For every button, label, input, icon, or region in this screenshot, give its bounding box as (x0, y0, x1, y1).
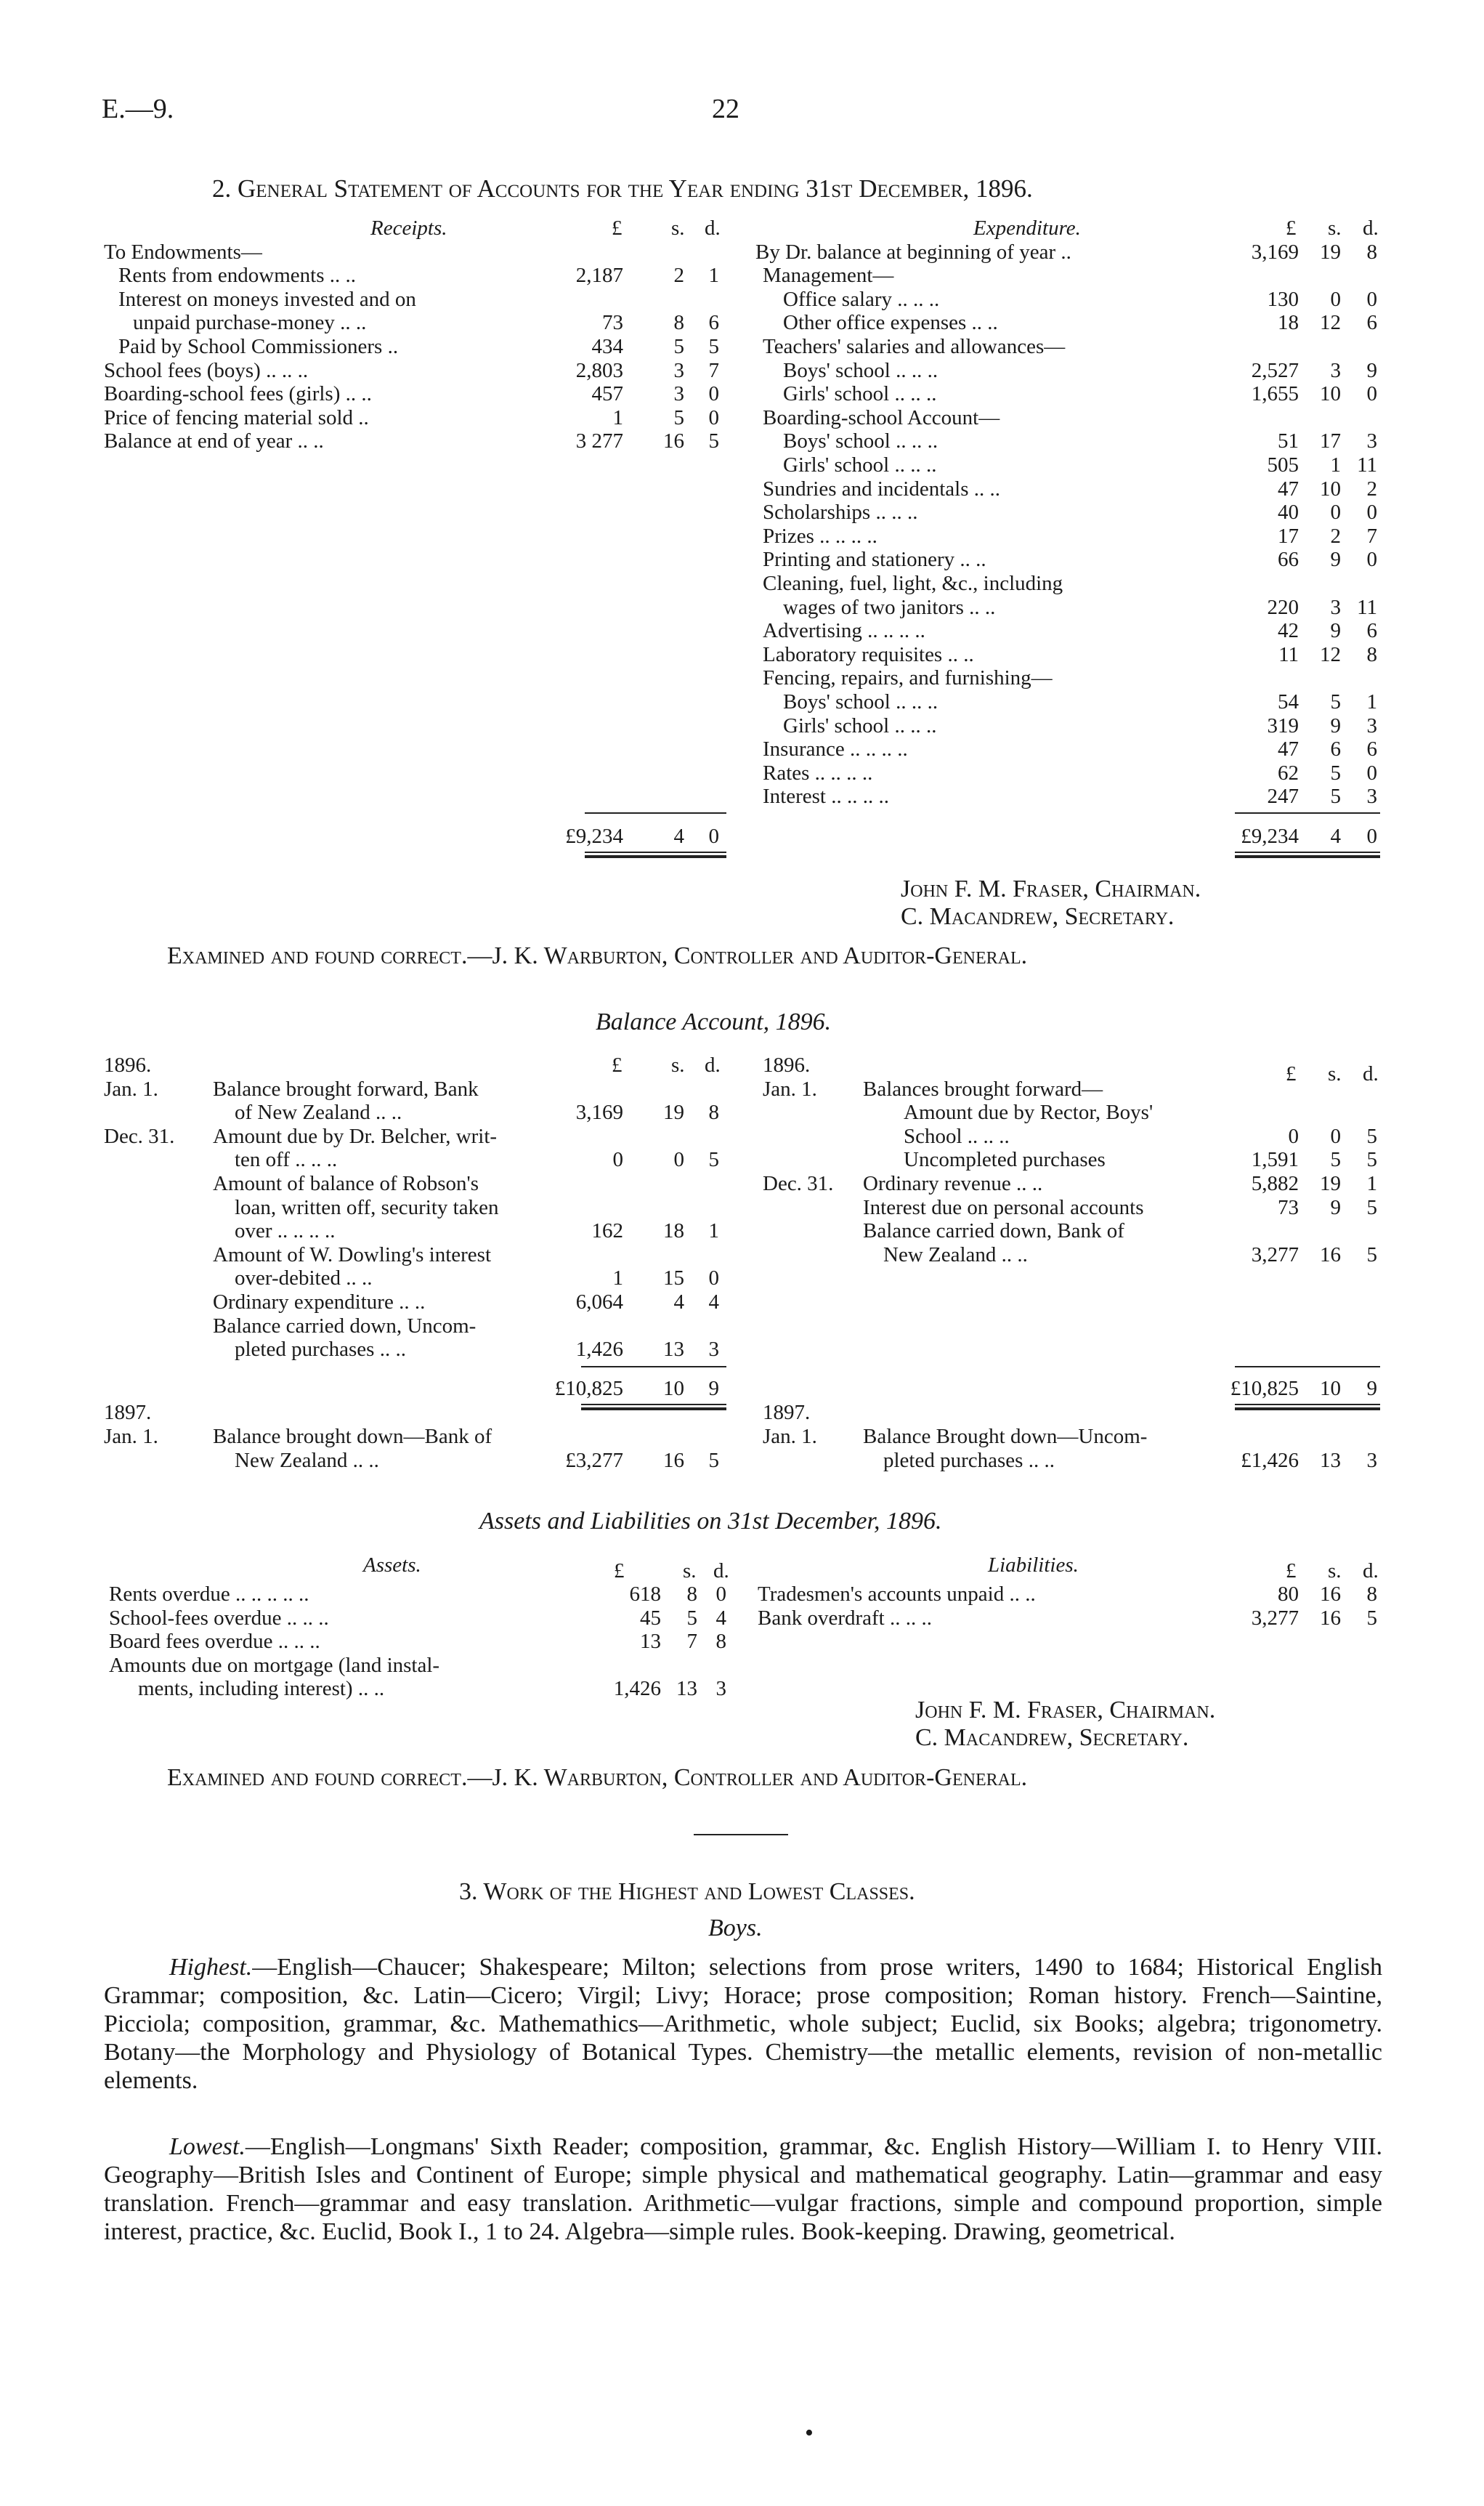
expenditure-row-label: Boys' school .. .. .. (783, 429, 938, 453)
receipts-row-pounds: 434 (591, 335, 623, 358)
expenditure-row-shillings: 9 (1330, 548, 1341, 572)
expenditure-row-pence: 0 (1366, 382, 1377, 406)
expenditure-row-pence: 8 (1366, 240, 1377, 264)
balance-left-label: Balance brought forward, Bank (213, 1077, 479, 1101)
balance-right-row-shillings: 0 (1330, 1124, 1341, 1148)
balance-left-row-pounds: 6,064 (575, 1290, 623, 1314)
assets-row-shillings: 7 (686, 1630, 697, 1654)
liabilities-col-shillings: s. (1328, 1559, 1342, 1583)
expenditure-total-double-rule (1235, 852, 1380, 858)
highest-label: Highest. (169, 1954, 253, 1981)
expenditure-total-shillings: 4 (1330, 825, 1341, 848)
expenditure-row-shillings: 10 (1320, 382, 1341, 406)
expenditure-row-label: Sundries and incidentals .. .. (763, 477, 1001, 501)
receipts-row-pounds: 2,187 (575, 264, 623, 288)
expenditure-row-label: Management— (763, 264, 894, 288)
expenditure-row-pounds: 54 (1278, 690, 1299, 714)
balance-left-row-pence: 8 (708, 1101, 719, 1125)
balance-left-date: Dec. 31. (104, 1124, 175, 1148)
receipts-row-pence: 5 (708, 429, 719, 453)
balance-right-1897-pounds: £1,426 (1241, 1449, 1299, 1472)
expenditure-row-label: Rates .. .. .. .. (763, 761, 873, 785)
balance-left-1897-pounds: £3,277 (565, 1449, 623, 1472)
balance-left-total-shillings: 10 (663, 1377, 684, 1400)
assets-row-label: ments, including interest) .. .. (138, 1677, 385, 1701)
liabilities-col-pence: d. (1363, 1559, 1379, 1583)
expenditure-row-pounds: 247 (1267, 785, 1299, 809)
balance-right-label: Interest due on personal accounts (863, 1195, 1144, 1219)
balance-right-date: Dec. 31. (763, 1172, 834, 1195)
balance-right-date: Jan. 1. (763, 1077, 817, 1101)
expenditure-row-label: Printing and stationery .. .. (763, 548, 986, 572)
expenditure-row-shillings: 3 (1330, 595, 1341, 619)
expenditure-row-pounds: 47 (1278, 737, 1299, 761)
expenditure-row-pounds: 66 (1278, 548, 1299, 572)
expenditure-row-pence: 3 (1366, 714, 1377, 737)
lowest-paragraph (104, 2133, 1382, 2246)
balance-right-row-pounds: 1,591 (1251, 1148, 1299, 1172)
balance-right-1897-shillings: 13 (1320, 1449, 1341, 1472)
balance-left-1897-year: 1897. (104, 1401, 152, 1424)
expenditure-row-pounds: 220 (1267, 595, 1299, 619)
assets-row-shillings: 13 (676, 1677, 697, 1701)
expenditure-row-pounds: 62 (1278, 761, 1299, 785)
balance-left-row-pounds: 162 (591, 1219, 623, 1243)
expenditure-row-label: Laboratory requisites .. .. (763, 642, 974, 666)
assets-row-label: Board fees overdue .. .. .. (109, 1630, 320, 1654)
expenditure-row-pounds: 51 (1278, 429, 1299, 453)
expenditure-row-pence: 0 (1366, 501, 1377, 525)
balance-left-total-pounds: £10,825 (554, 1377, 623, 1400)
balance-left-row-pounds: 3,169 (575, 1101, 623, 1125)
assets-row-shillings: 8 (686, 1583, 697, 1606)
balance-right-row-shillings: 16 (1320, 1242, 1341, 1266)
section-divider (694, 1834, 788, 1835)
balance-left-row-shillings: 18 (663, 1219, 684, 1243)
receipts-row-label: Rents from endowments .. .. (118, 264, 357, 288)
balance-right-row-pence: 5 (1366, 1124, 1377, 1148)
balance-right-row-pounds: 0 (1288, 1124, 1299, 1148)
page-number: 22 (712, 94, 739, 124)
balance-right-total-pence: 9 (1366, 1377, 1377, 1400)
assets-sig-chairman: John F. M. Fraser, Chairman. (915, 1697, 1216, 1723)
balance-right-row-pence: 5 (1366, 1195, 1377, 1219)
expenditure-row-label: Girls' school .. .. .. (783, 382, 937, 406)
expenditure-row-pence: 7 (1366, 524, 1377, 548)
expenditure-row-pence: 3 (1366, 429, 1377, 453)
balance-right-col-pence: d. (1363, 1062, 1379, 1086)
receipts-row-label: To Endowments— (104, 240, 262, 264)
expenditure-row-pounds: 42 (1278, 619, 1299, 643)
balance-left-row-pence: 3 (708, 1338, 719, 1362)
liabilities-row-label: Tradesmen's accounts unpaid .. .. (758, 1583, 1036, 1606)
expenditure-row-label: Insurance .. .. .. .. (763, 737, 908, 761)
balance-right-row-pence: 1 (1366, 1172, 1377, 1195)
receipts-row-pounds: 1 (612, 405, 623, 429)
liabilities-row-pence: 5 (1366, 1606, 1377, 1630)
expenditure-row-label: Prizes .. .. .. .. (763, 524, 877, 548)
balance-left-row-pence: 4 (708, 1290, 719, 1314)
receipts-row-label: Price of fencing material sold .. (104, 405, 369, 429)
expenditure-row-pounds: 130 (1267, 287, 1299, 311)
liabilities-header: Liabilities. (988, 1553, 1079, 1577)
balance-right-date: 1896. (763, 1054, 811, 1077)
expenditure-row-shillings: 12 (1320, 642, 1341, 666)
receipts-row-shillings: 3 (673, 382, 684, 406)
assets-row-pence: 0 (715, 1583, 726, 1606)
receipts-row-pounds: 3 277 (575, 429, 623, 453)
balance-right-row-pounds: 3,277 (1251, 1242, 1299, 1266)
expenditure-row-pence: 11 (1357, 595, 1377, 619)
receipts-total-pence: 0 (708, 825, 719, 848)
balance-left-date: Jan. 1. (104, 1077, 158, 1101)
expenditure-row-label: Fencing, repairs, and furnishing— (763, 666, 1053, 690)
expenditure-row-pounds: 3,169 (1251, 240, 1299, 264)
receipts-row-shillings: 16 (663, 429, 684, 453)
receipts-row-pence: 0 (708, 382, 719, 406)
balance-right-label: New Zealand .. .. (883, 1242, 1028, 1266)
balance-right-col-shillings: s. (1328, 1062, 1342, 1086)
balance-left-row-shillings: 19 (663, 1101, 684, 1125)
expenditure-row-pounds: 1,655 (1251, 382, 1299, 406)
expenditure-row-pence: 6 (1366, 311, 1377, 335)
expenditure-row-pounds: 505 (1267, 453, 1299, 477)
liabilities-row-pence: 8 (1366, 1583, 1377, 1606)
expenditure-row-pence: 1 (1366, 690, 1377, 714)
expenditure-row-shillings: 5 (1330, 761, 1341, 785)
balance-left-label: loan, written off, security taken (235, 1195, 499, 1219)
lowest-text: —English—Longmans' Sixth Reader; composition, grammar, &c. English History—William I. to Henry VIII. Geography—British Isles and Continent of Europe; simple physical and mathematical geography. Latin—grammar and easy translation. French—grammar and easy translation. Arithmetic—vulgar fractions, simple and compound proportion, simple interest, practice, &c. Euclid, Book I., 1 to 24. Algebra—simple rules. Book-keeping. Drawing, geometrical. (104, 2133, 1382, 2245)
receipts-row-shillings: 2 (673, 264, 684, 288)
balance-right-row-shillings: 19 (1320, 1172, 1341, 1195)
balance-left-total-rule (581, 1366, 726, 1367)
balance-left-row-shillings: 15 (663, 1266, 684, 1290)
work-title: 3. Work of the Highest and Lowest Classes. (459, 1878, 915, 1905)
balance-left-label: Balance carried down, Uncom- (213, 1314, 477, 1338)
assets-row-pence: 8 (715, 1630, 726, 1654)
expenditure-row-pence: 0 (1366, 287, 1377, 311)
expenditure-row-shillings: 5 (1330, 785, 1341, 809)
work-boys: Boys. (708, 1915, 763, 1941)
liabilities-row-shillings: 16 (1320, 1606, 1341, 1630)
receipts-col-pounds: £ (612, 217, 623, 240)
expenditure-row-pounds: 18 (1278, 311, 1299, 335)
balance-right-1897-date: Jan. 1. (763, 1425, 817, 1448)
highest-paragraph (104, 1953, 1382, 2095)
balance-left-date: 1896. (104, 1054, 152, 1077)
balance-left-total-pence: 9 (708, 1377, 719, 1400)
balance-right-row-pence: 5 (1366, 1242, 1377, 1266)
assets-row-pounds: 618 (629, 1583, 661, 1606)
receipts-total-rule (585, 812, 726, 814)
balance-right-row-pence: 5 (1366, 1148, 1377, 1172)
expenditure-row-pounds: 319 (1267, 714, 1299, 737)
expenditure-row-shillings: 0 (1330, 501, 1341, 525)
balance-left-row-pence: 1 (708, 1219, 719, 1243)
expenditure-row-shillings: 2 (1330, 524, 1341, 548)
assets-row-label: Rents overdue .. .. .. .. .. (109, 1583, 309, 1606)
expenditure-row-label: Teachers' salaries and allowances— (763, 335, 1066, 358)
expenditure-row-label: Boarding-school Account— (763, 405, 1000, 429)
general-title: 2. General Statement of Accounts for the Year ending 31st December, 1896. (212, 174, 1033, 203)
expenditure-row-shillings: 17 (1320, 429, 1341, 453)
expenditure-row-label: Scholarships .. .. .. (763, 501, 918, 525)
expenditure-row-shillings: 3 (1330, 358, 1341, 382)
page-ref: E.—9. (102, 94, 174, 124)
expenditure-row-label: Advertising .. .. .. .. (763, 619, 925, 643)
expenditure-row-pence: 3 (1366, 785, 1377, 809)
expenditure-row-label: Cleaning, fuel, light, &c., including (763, 572, 1063, 595)
balance-right-1897-pence: 3 (1366, 1449, 1377, 1472)
balance-left-label: pleted purchases .. .. (235, 1338, 406, 1362)
expenditure-row-pounds: 2,527 (1251, 358, 1299, 382)
expenditure-row-label: Girls' school .. .. .. (783, 714, 937, 737)
receipts-total-pounds: £9,234 (565, 825, 623, 848)
receipts-row-label: Balance at end of year .. .. (104, 429, 324, 453)
balance-right-label: Balance carried down, Bank of (863, 1219, 1124, 1243)
receipts-row-pence: 1 (708, 264, 719, 288)
expenditure-row-shillings: 1 (1330, 453, 1341, 477)
receipts-row-shillings: 3 (673, 358, 684, 382)
assets-row-pence: 3 (715, 1677, 726, 1701)
balance-right-1897-line1: Balance Brought down—Uncom- (863, 1425, 1148, 1448)
liabilities-row-pounds: 3,277 (1251, 1606, 1299, 1630)
expenditure-row-shillings: 9 (1330, 714, 1341, 737)
receipts-row-shillings: 5 (673, 335, 684, 358)
expenditure-total-pounds: £9,234 (1241, 825, 1299, 848)
assets-col-pounds: £ (614, 1559, 625, 1583)
receipts-row-pence: 7 (708, 358, 719, 382)
balance-right-total-shillings: 10 (1320, 1377, 1341, 1400)
assets-row-label: Amounts due on mortgage (land instal- (109, 1653, 440, 1677)
balance-right-col-pounds: £ (1286, 1062, 1297, 1086)
assets-row-shillings: 5 (686, 1606, 697, 1630)
balance-left-col-pounds: £ (612, 1054, 623, 1077)
expenditure-row-shillings: 6 (1330, 737, 1341, 761)
receipts-row-label: Interest on moneys invested and on (118, 287, 416, 311)
balance-right-label: School .. .. .. (904, 1124, 1010, 1148)
balance-left-row-shillings: 0 (673, 1148, 684, 1172)
receipts-row-shillings: 8 (673, 311, 684, 335)
assets-col-pence: d. (713, 1559, 729, 1583)
balance-left-label: ten off .. .. .. (235, 1148, 338, 1172)
lowest-label: Lowest. (169, 2133, 246, 2160)
balance-left-label: over .. .. .. .. (235, 1219, 336, 1243)
receipts-header: Receipts. (370, 217, 447, 240)
expenditure-row-pounds: 40 (1278, 501, 1299, 525)
balance-left-label: Ordinary expenditure .. .. (213, 1290, 426, 1314)
balance-left-label: Amount of W. Dowling's interest (213, 1242, 492, 1266)
expenditure-row-shillings: 19 (1320, 240, 1341, 264)
receipts-row-pence: 0 (708, 405, 719, 429)
expenditure-row-label: Girls' school .. .. .. (783, 453, 937, 477)
expenditure-row-label: Boys' school .. .. .. (783, 690, 938, 714)
balance-left-label: of New Zealand .. .. (235, 1101, 402, 1125)
balance-left-label: Amount of balance of Robson's (213, 1172, 479, 1195)
receipts-row-pounds: 2,803 (575, 358, 623, 382)
receipts-row-shillings: 5 (673, 405, 684, 429)
general-sig-chairman: John F. M. Fraser, Chairman. (901, 876, 1201, 902)
expenditure-row-label: wages of two janitors .. .. (783, 595, 996, 619)
balance-right-1897-year: 1897. (763, 1401, 811, 1424)
assets-col-shillings: s. (683, 1559, 697, 1583)
expenditure-row-label: Other office expenses .. .. (783, 311, 998, 335)
balance-left-label: Amount due by Dr. Belcher, writ- (213, 1124, 498, 1148)
expenditure-row-label: Interest .. .. .. .. (763, 785, 889, 809)
balance-left-1897-line1: Balance brought down—Bank of (213, 1425, 492, 1448)
expenditure-row-shillings: 5 (1330, 690, 1341, 714)
expenditure-row-pounds: 17 (1278, 524, 1299, 548)
expenditure-row-label: By Dr. balance at beginning of year .. (755, 240, 1071, 264)
balance-left-row-pounds: 0 (612, 1148, 623, 1172)
liabilities-col-pounds: £ (1286, 1559, 1297, 1583)
balance-left-row-pence: 0 (708, 1266, 719, 1290)
footer-mark: • (805, 2420, 814, 2446)
assets-row-pounds: 1,426 (613, 1677, 661, 1701)
expenditure-row-pence: 2 (1366, 477, 1377, 501)
balance-left-label: over-debited .. .. (235, 1266, 373, 1290)
receipts-row-pence: 6 (708, 311, 719, 335)
expenditure-row-label: Boys' school .. .. .. (783, 358, 938, 382)
balance-right-row-shillings: 5 (1330, 1148, 1341, 1172)
receipts-row-pounds: 457 (591, 382, 623, 406)
expenditure-row-pence: 9 (1366, 358, 1377, 382)
expenditure-total-pence: 0 (1366, 825, 1377, 848)
balance-right-row-shillings: 9 (1330, 1195, 1341, 1219)
balance-right-label: Amount due by Rector, Boys' (904, 1101, 1153, 1125)
liabilities-row-shillings: 16 (1320, 1583, 1341, 1606)
expenditure-row-shillings: 10 (1320, 477, 1341, 501)
balance-right-row-pounds: 5,882 (1251, 1172, 1299, 1195)
balance-right-total-rule (1235, 1366, 1380, 1367)
balance-left-row-pounds: 1,426 (575, 1338, 623, 1362)
assets-row-pounds: 45 (640, 1606, 661, 1630)
expenditure-col-pounds: £ (1286, 217, 1297, 240)
receipts-col-pence: d. (705, 217, 721, 240)
balance-left-1897-pence: 5 (708, 1449, 719, 1472)
highest-text: —English—Chaucer; Shakespeare; Milton; selections from prose writers, 1490 to 1684; Historical English Grammar; composition, &c. Latin—Cicero; Virgil; Livy; Horace; prose composition; Roman history. French—Saintine, Picciola; composition, grammar, &c. Mathemathics—Arithmetic, whole subject; Euclid, six Books; algebra; trigonometry. Botany—the Morphology and Physiology of Botanical Types. Chemistry—the metallic elements, revision of non-metallic elements. (104, 1954, 1382, 2094)
balance-left-row-pounds: 1 (612, 1266, 623, 1290)
expenditure-col-pence: d. (1363, 217, 1379, 240)
receipts-row-label: School fees (boys) .. .. .. (104, 358, 309, 382)
receipts-total-shillings: 4 (673, 825, 684, 848)
receipts-col-shillings: s. (671, 217, 685, 240)
receipts-row-pence: 5 (708, 335, 719, 358)
balance-left-row-shillings: 4 (673, 1290, 684, 1314)
assets-row-pounds: 13 (640, 1630, 661, 1654)
expenditure-row-pence: 0 (1366, 761, 1377, 785)
assets-examined: Examined and found correct.—J. K. Warburton, Controller and Auditor-General. (167, 1764, 1028, 1791)
assets-row-label: School-fees overdue .. .. .. (109, 1606, 329, 1630)
assets-row-pence: 4 (715, 1606, 726, 1630)
expenditure-row-label: Office salary .. .. .. (783, 287, 940, 311)
liabilities-row-pounds: 80 (1278, 1583, 1299, 1606)
general-examined: Examined and found correct.—J. K. Warburton, Controller and Auditor-General. (167, 942, 1028, 969)
expenditure-row-pence: 6 (1366, 619, 1377, 643)
general-sig-secretary: C. Macandrew, Secretary. (901, 903, 1175, 930)
expenditure-row-pence: 6 (1366, 737, 1377, 761)
expenditure-row-pounds: 47 (1278, 477, 1299, 501)
balance-left-col-pence: d. (705, 1054, 721, 1077)
balance-right-row-pounds: 73 (1278, 1195, 1299, 1219)
balance-right-label: Ordinary revenue .. .. (863, 1172, 1043, 1195)
balance-right-double-rule (1235, 1404, 1380, 1410)
expenditure-row-pounds: 11 (1278, 642, 1299, 666)
balance-left-1897-date: Jan. 1. (104, 1425, 158, 1448)
balance-left-row-shillings: 13 (663, 1338, 684, 1362)
balance-right-total-pounds: £10,825 (1230, 1377, 1299, 1400)
assets-header: Assets. (363, 1553, 421, 1577)
balance-right-label: Uncompleted purchases (904, 1148, 1106, 1172)
receipts-row-label: Paid by School Commissioners .. (118, 335, 399, 358)
expenditure-row-pence: 11 (1357, 453, 1377, 477)
expenditure-row-shillings: 12 (1320, 311, 1341, 335)
assets-title: Assets and Liabilities on 31st December, 1896. (479, 1508, 942, 1535)
expenditure-row-pence: 0 (1366, 548, 1377, 572)
balance-right-1897-line2: pleted purchases .. .. (883, 1449, 1055, 1472)
receipts-row-label: Boarding-school fees (girls) .. .. (104, 382, 372, 406)
expenditure-row-shillings: 9 (1330, 619, 1341, 643)
balance-title: Balance Account, 1896. (596, 1009, 832, 1035)
expenditure-col-shillings: s. (1328, 217, 1342, 240)
receipts-row-pounds: 73 (602, 311, 623, 335)
expenditure-header: Expenditure. (973, 217, 1081, 240)
balance-left-double-rule (581, 1404, 726, 1410)
expenditure-total-rule (1235, 812, 1380, 814)
receipts-total-double-rule (585, 852, 726, 858)
balance-left-col-shillings: s. (671, 1054, 685, 1077)
balance-left-1897-line2: New Zealand .. .. (235, 1449, 379, 1472)
liabilities-row-label: Bank overdraft .. .. .. (758, 1606, 932, 1630)
balance-right-label: Balances brought forward— (863, 1077, 1103, 1101)
balance-left-1897-shillings: 16 (663, 1449, 684, 1472)
assets-sig-secretary: C. Macandrew, Secretary. (915, 1724, 1189, 1751)
receipts-row-label: unpaid purchase-money .. .. (133, 311, 367, 335)
balance-left-row-pence: 5 (708, 1148, 719, 1172)
expenditure-row-pence: 8 (1366, 642, 1377, 666)
expenditure-row-shillings: 0 (1330, 287, 1341, 311)
